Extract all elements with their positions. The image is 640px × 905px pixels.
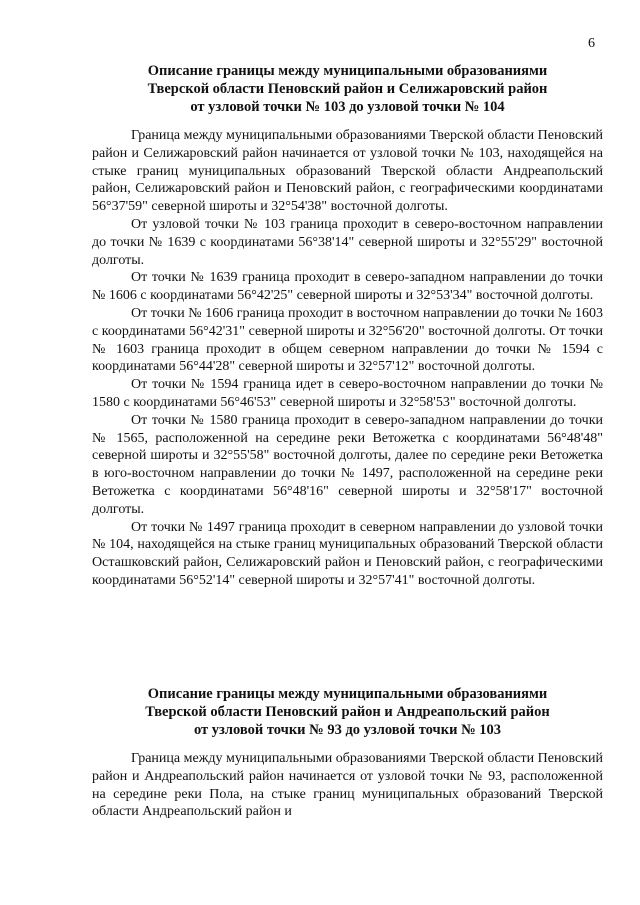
heading-line: Описание границы между муниципальными образованиями (147, 63, 548, 79)
section-2-heading (92, 685, 603, 739)
paragraph: От узловой точки № 103 граница проходит в северо-восточном направлении до точки № 1639 с координатами 56°38'14" северной широты и 32°55'29" восточной долготы. (92, 216, 603, 268)
heading-line: Описание границы между муниципальными образованиями (147, 686, 548, 702)
section-1-body (92, 127, 603, 590)
paragraph: От точки № 1580 граница проходит в северо-западном направлении до точки № 1565, расположенной на середине реки Ветожетка с координатами 56°48'48" северной широты и 32°55'58" восточной долготы, далее по середине реки Ветожетка в юго-восточном направлении до точки № 1497, расположенной на середине реки Ветожетка с координатами 56°48'16" северной широты и 32°58'17" восточной долготы. (92, 412, 603, 517)
section-2-body (92, 750, 603, 821)
heading-line: Тверской области Пеновский район и Селижаровский район (147, 81, 548, 97)
heading-line: от узловой точки № 103 до узловой точки № 104 (190, 99, 505, 115)
page-number: 6 (588, 36, 595, 51)
heading-line: от узловой точки № 93 до узловой точки № 103 (193, 722, 502, 738)
paragraph: Граница между муниципальными образованиями Тверской области Пеновский район и Селижаровский район начинается от узловой точки № 103, находящейся на стыке границ муниципальных образований Тверской области Андреапольский район, Селижаровский район и Пеновский район, с географическими координатами 56°37'59" северной широты и 32°54'38" восточной долготы. (92, 128, 604, 215)
paragraph: От точки № 1639 граница проходит в северо-западном направлении до точки № 1606 с координатами 56°42'25" северной широты и 32°53'34" восточной долготы. (92, 270, 603, 304)
paragraph: Граница между муниципальными образованиями Тверской области Пеновский район и Андреапольский район начинается от узловой точки № 93, расположенной на середине реки Пола, на стыке границ муниципальных образований Тверской области Андреапольский район и (92, 751, 604, 820)
paragraph: От точки № 1606 граница проходит в восточном направлении до точки № 1603 с координатами 56°42'31" северной широты и 32°56'20" восточной долготы. От точки № 1603 граница проходит в общем северном направлении до точки № 1594 с координатами 56°44'28" северной широты и 32°57'12" восточной долготы. (92, 305, 603, 375)
paragraph: От точки № 1497 граница проходит в северном направлении до узловой точки № 104, находящейся на стыке границ муниципальных образований Тверской области Осташковский район, Селижаровский район и Пеновский район, с географическими координатами 56°52'14" северной широты и 32°57'41" восточной долготы. (92, 519, 603, 588)
heading-line: Тверской области Пеновский район и Андреапольский район (145, 704, 550, 720)
section-1-heading (92, 62, 603, 116)
paragraph: От точки № 1594 граница идет в северо-восточном направлении до точки № 1580 с координатами 56°46'53" северной широты и 32°58'53" восточной долготы. (92, 377, 603, 410)
